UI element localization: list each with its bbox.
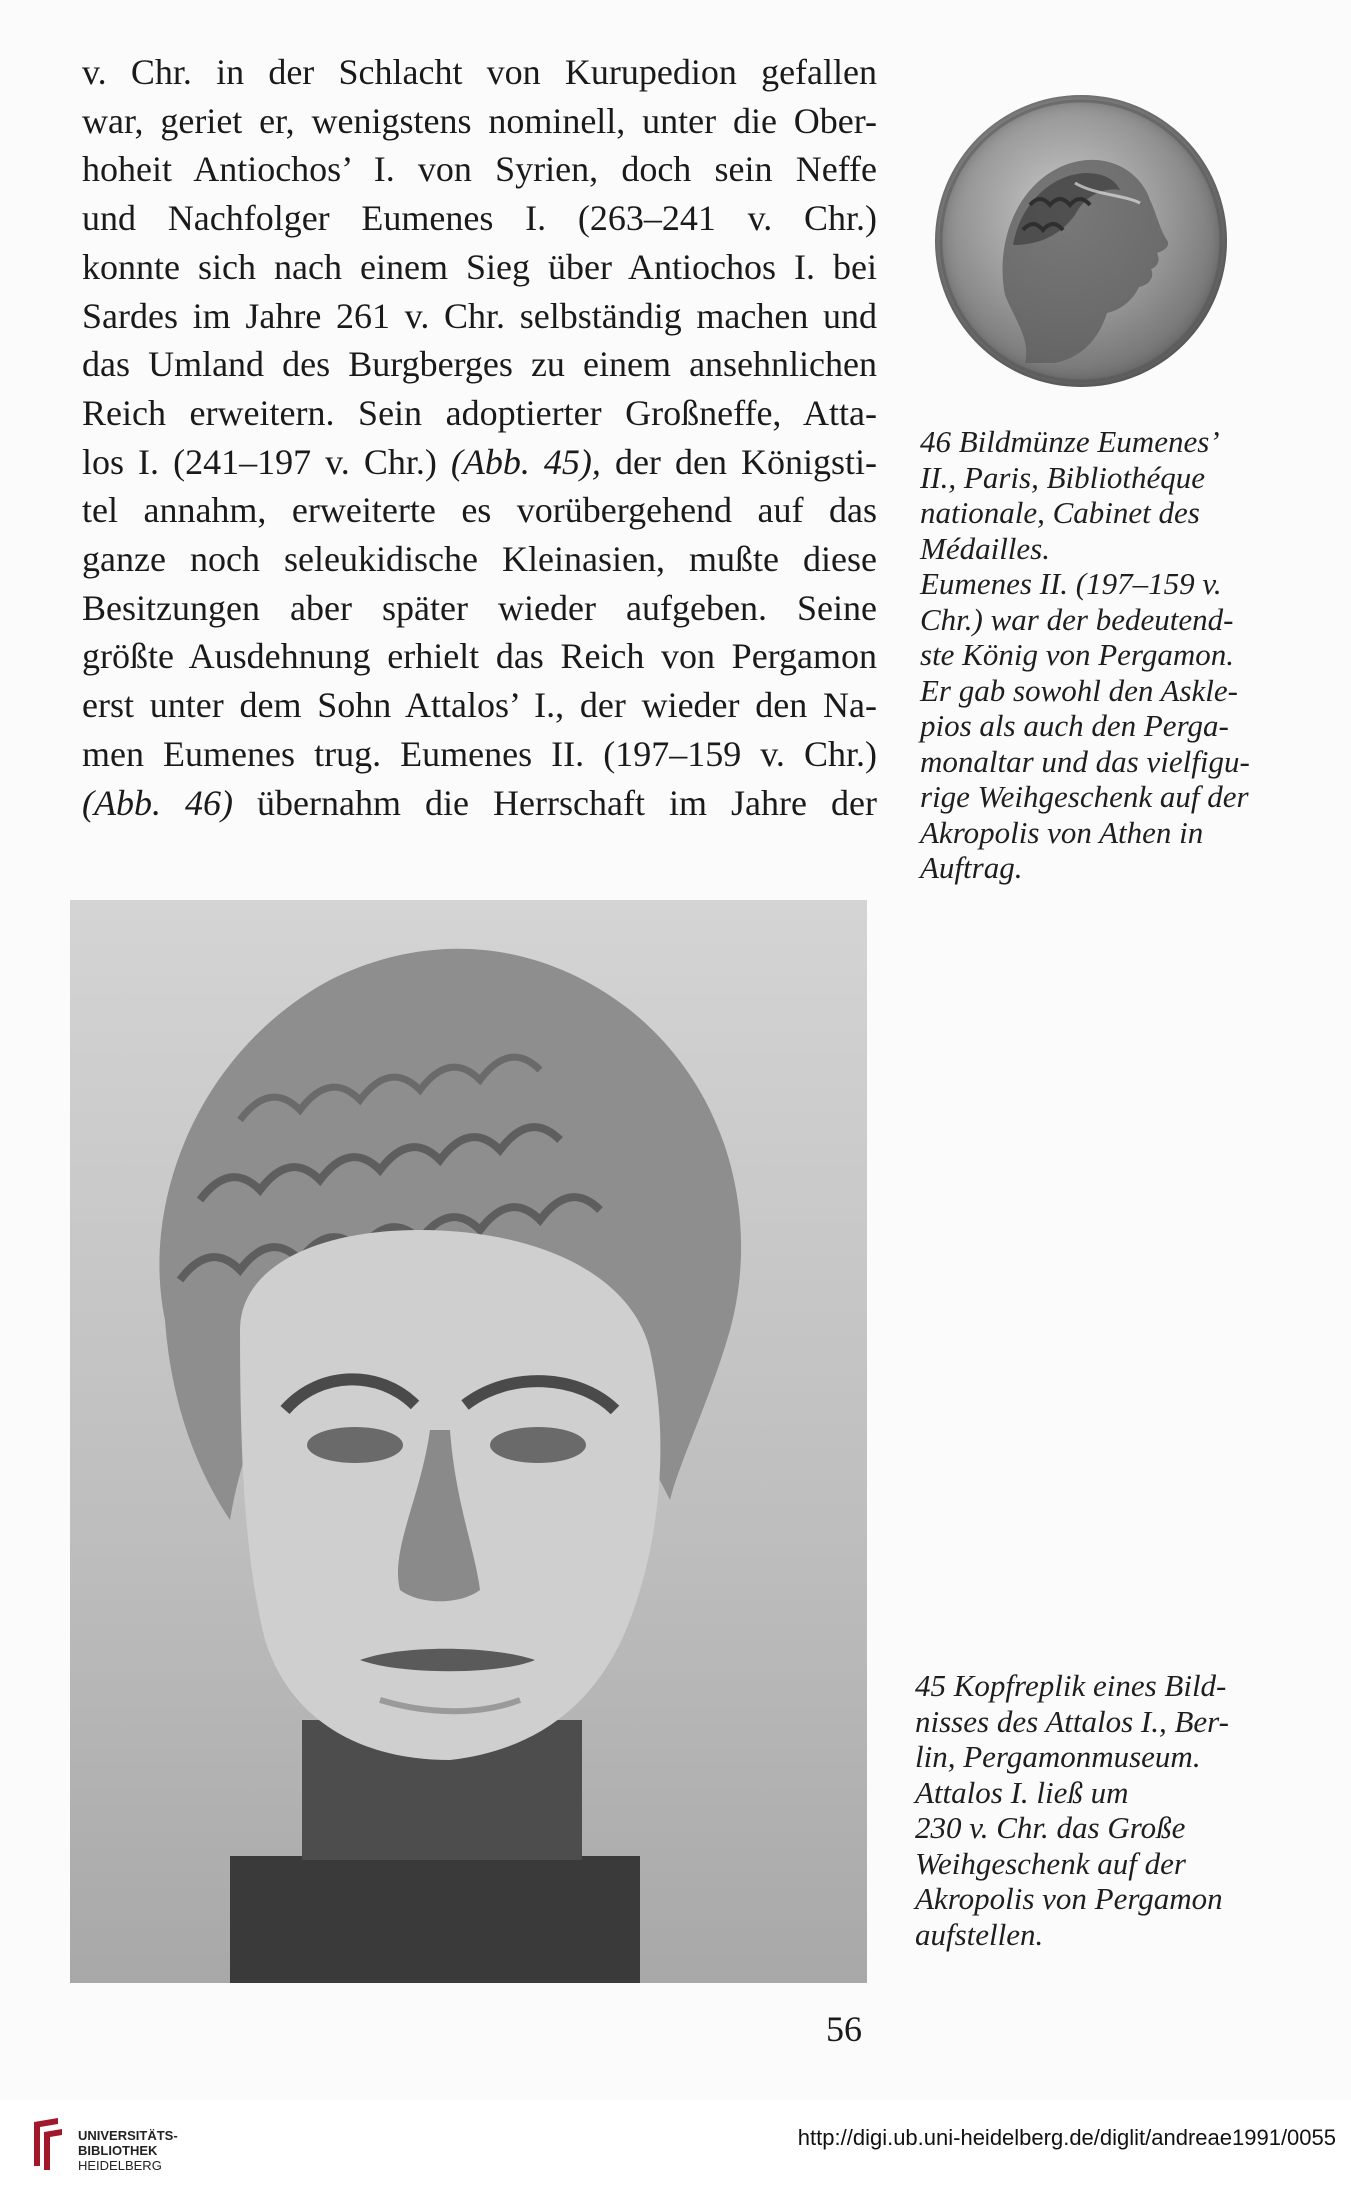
- caption-line: Attalos I. ließ um: [915, 1774, 1129, 1810]
- body-text-line: das Umland des Burgberges zu einem ansehnlichen: [82, 344, 877, 385]
- body-text-line: v. Chr. in der Schlacht von Kurupedion gefallen: [82, 52, 877, 92]
- caption-line: aufstellen.: [915, 1916, 1044, 1952]
- caption-figure-45: [915, 1668, 1275, 1952]
- body-text-line: und Nachfolger Eumenes I. (263–241 v. Chr.): [82, 198, 877, 239]
- caption-line: rige Weihgeschenk auf der: [920, 779, 1249, 814]
- body-text-line: größte Ausdehnung erhielt das Reich von Pergamon: [82, 636, 877, 677]
- caption-line: monaltar und das vielfigu-: [920, 743, 1250, 779]
- caption-line: lin, Pergamonmuseum.: [915, 1739, 1201, 1774]
- body-text-line: Reich erweitern. Sein adoptierter Großneffe, Atta-: [82, 392, 877, 433]
- body-text-line: los I. (241–197 v. Chr.) (Abb. 45), der den Königsti-: [82, 441, 877, 482]
- caption-line: Er gab sowohl den Askle-: [920, 672, 1239, 708]
- body-text-line: tel annahm, erweiterte es vorübergehend auf das: [82, 490, 877, 531]
- coin-image-eumenes-ii: [935, 95, 1227, 387]
- library-name-line3: HEIDELBERG: [78, 2158, 162, 2173]
- photo-portrait-head-attalos-i: [70, 900, 867, 1983]
- body-text-line: (Abb. 46) übernahm die Herrschaft im Jahre der: [82, 782, 878, 823]
- library-name-line1: UNIVERSITÄTS-: [78, 2128, 178, 2143]
- body-text-line: konnte sich nach einem Sieg über Antiochos I. bei: [82, 246, 877, 287]
- body-text-line: Besitzungen aber später wieder aufgeben. Seine: [82, 587, 877, 628]
- library-name-line2: BIBLIOTHEK: [78, 2143, 158, 2158]
- caption-line: Akropolis von Pergamon: [915, 1881, 1223, 1916]
- caption-line: Chr.) war der bedeutend-: [920, 601, 1234, 637]
- caption-line: II., Paris, Bibliothéque: [920, 459, 1205, 495]
- caption-line: pios als auch den Perga-: [920, 708, 1229, 743]
- body-text-line: war, geriet er, wenigstens nominell, unter die Ober-: [82, 100, 877, 141]
- library-name: [78, 2128, 178, 2173]
- caption-line: Akropolis von Athen in: [920, 814, 1204, 850]
- caption-line: Médailles.: [920, 530, 1050, 566]
- caption-line: Auftrag.: [920, 850, 1023, 885]
- page-number: 56: [826, 2009, 862, 2049]
- caption-line: 45 Kopfreplik eines Bild-: [915, 1668, 1227, 1703]
- body-text: [82, 48, 877, 827]
- body-text-line: erst unter dem Sohn Attalos’ I., der wieder den Na-: [82, 685, 877, 726]
- caption-line: nationale, Cabinet des: [920, 495, 1200, 530]
- caption-line: Eumenes II. (197–159 v.: [920, 566, 1222, 601]
- source-url-link[interactable]: http://digi.ub.uni-heidelberg.de/diglit/andreae1991/0055: [797, 2125, 1336, 2150]
- caption-line: nisses des Attalos I., Ber-: [915, 1703, 1229, 1739]
- body-text-line: ganze noch seleukidische Kleinasien, mußte diese: [82, 539, 877, 580]
- body-text-line: Sardes im Jahre 261 v. Chr. selbständig machen und: [82, 295, 877, 336]
- caption-line: Weihgeschenk auf der: [915, 1845, 1186, 1881]
- caption-figure-46: [920, 424, 1280, 886]
- body-text-line: hoheit Antiochos’ I. von Syrien, doch sein Neffe: [82, 149, 877, 190]
- caption-line: 46 Bildmünze Eumenes’: [920, 424, 1220, 459]
- coin-portrait-drawing: [935, 95, 1227, 387]
- caption-line: ste König von Pergamon.: [920, 637, 1234, 672]
- marble-head-drawing: [70, 900, 867, 1983]
- caption-line: 230 v. Chr. das Große: [915, 1810, 1186, 1845]
- library-logo-icon: [28, 2114, 68, 2174]
- body-text-line: men Eumenes trug. Eumenes II. (197–159 v. Chr.): [82, 733, 877, 774]
